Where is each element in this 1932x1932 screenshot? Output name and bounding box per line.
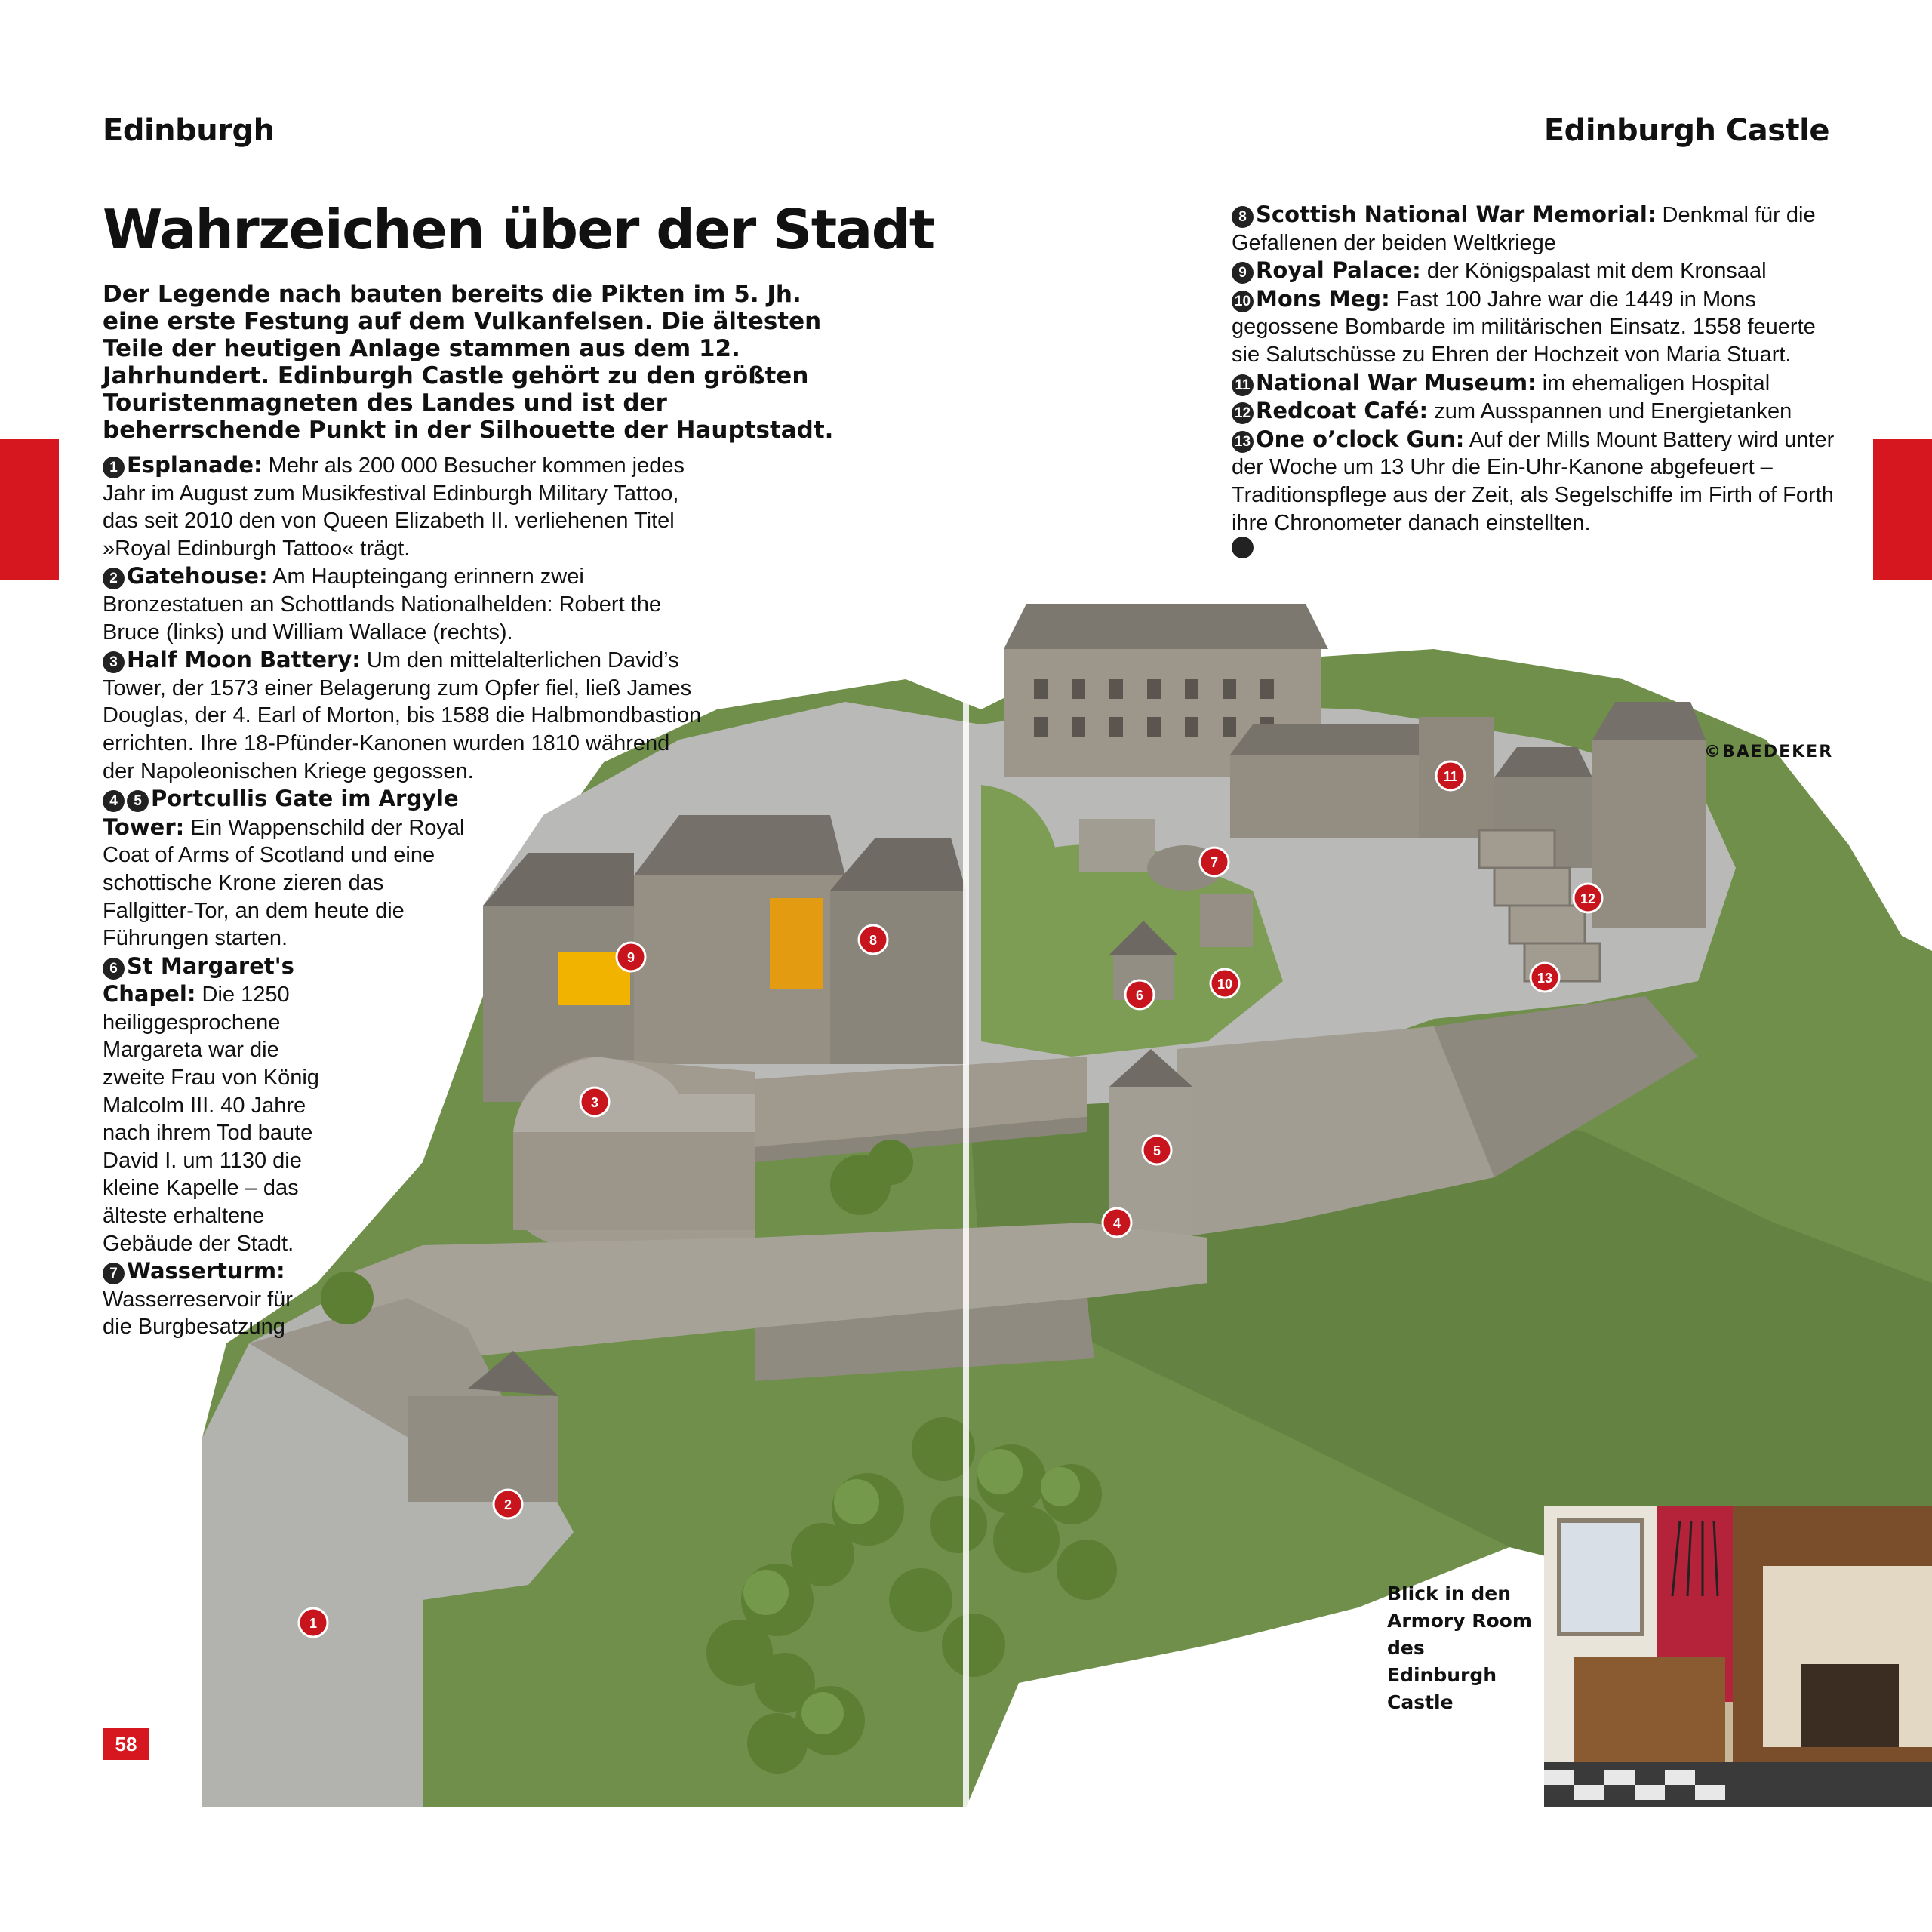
legend-label: Scottish National War Memorial: [1256,202,1657,227]
legend-text: Ein Wappenschild der Royal Coat of Arms of Scotland und eine schottische Krone zieren das Fallgitter-Tor, an dem heute die Führungen starten. [103,815,465,951]
marker-6 [1125,980,1154,1009]
svg-text:6: 6 [1135,988,1144,1003]
svg-text:12: 12 [1580,891,1596,906]
legend-label: Royal Palace: [1256,257,1421,284]
armory-room-photo [1544,1506,1932,1807]
legend-label: Mons Meg: [1256,285,1390,312]
marker-5 [1143,1136,1171,1164]
marker-2 [494,1490,522,1518]
svg-text:2: 2 [503,1497,512,1512]
intro-paragraph: Der Legende nach bauten bereits die Pikten im 5. Jh. eine erste Festung auf dem Vulkanfelsen. Die ältesten Teile der heutigen Anlage stammen aus dem 12. Jahrhundert. Edinburgh Castle gehört zu den größten Touristenmagneten des Landes und ist der beherrschende Punkt in der Silhouette der Hauptstadt. [103,281,834,444]
legend-text: Fast 100 Jahre war die 1449 in Mons gegossene Bombarde im militärischen Einsatz. 1558 feuerte sie Salutschüsse zu Ehren der Hochzeit von Maria Stuart. [1232,287,1816,367]
legend-number: 8 [1232,206,1254,228]
legend-text: der Königspalast mit dem Kronsaal [1426,259,1767,284]
page-number: 58 [103,1728,149,1760]
legend-item [1232,285,1835,369]
legend-text: zum Ausspannen und Energietanken [1434,399,1792,424]
marker-13 [1531,963,1559,992]
legend-item [103,562,706,646]
legend-label: National War Museum: [1256,369,1537,395]
legend-number: 10 [1232,291,1254,312]
svg-text:5: 5 [1152,1143,1161,1158]
legend-item [103,646,706,785]
marker-4 [1103,1208,1131,1237]
legend-number: 1 [103,457,125,478]
legend-item [103,785,472,952]
marker-8 [859,925,888,954]
legend-item [1232,369,1835,398]
marker-10 [1211,969,1239,998]
legend-right [1232,201,1835,567]
legend-item [103,451,706,562]
legend-label: Redcoat Café: [1256,398,1429,424]
svg-text:7: 7 [1210,855,1219,870]
legend-label: One o’clock Gun: [1256,426,1465,452]
legend-left [103,451,706,1341]
legend-label: Esplanade: [127,452,263,478]
legend-label: St Margaret's Chapel: [103,952,294,1008]
legend-item [103,1257,299,1341]
svg-text:4: 4 [1112,1216,1121,1231]
legend-text: Am Haupteingang erinnern zwei Bronzestatuen an Schottlands Nationalhelden: Robert the Bruce (links) und William Wallace (rechts). [103,565,661,645]
legend-label: Gatehouse: [127,563,268,589]
legend-text: Um den mittelalterlichen David’s Tower, der 1573 einer Belagerung zum Opfer fiel, ließ James Douglas, der 4. Earl of Morton, bis 1588 die Halbmondbastion errichten. Ihre 18-Pfünder-Kanonen wurden 1810 während der Napoleonischen Kriege gegossen. [103,648,702,783]
legend-number: 9 [1232,262,1254,284]
legend-number: 7 [103,1263,125,1284]
legend-item [103,952,321,1258]
legend-number [1232,537,1254,558]
legend-number: 5 [127,790,149,812]
legend-text: Die 1250 heiliggesprochene Margareta war die zweite Frau von König Malcolm III. 40 Jahre nach ihrem Tod baute David I. um 1130 die kleine Kapelle – das älteste erhaltene Gebäude der Stadt. [103,983,319,1256]
legend-number: 3 [103,651,125,673]
svg-text:10: 10 [1217,977,1233,992]
legend-item [1232,537,1835,567]
marker-1 [299,1608,328,1637]
legend-item [1232,201,1835,257]
marker-11 [1436,761,1465,790]
legend-label: Wasserturm: [127,1258,285,1284]
svg-text:13: 13 [1537,971,1553,986]
svg-text:1: 1 [309,1616,318,1631]
legend-number: 11 [1232,374,1254,396]
legend-number: 13 [1232,431,1254,453]
legend-text: Auf der Mills Mount Battery wird unter der Woche um 13 Uhr die Ein-Uhr-Kanone abgefeuert – Traditionspflege aus der Zeit, als Segelschiffe im Firth of Forth ihre Chronometer danach einstellten. [1232,427,1835,535]
legend-item [1232,426,1835,537]
legend-text: Denkmal für die Gefallenen der beiden Weltkriege [1232,203,1816,255]
legend-text: im ehemaligen Hospital [1542,371,1770,395]
legend-number: 12 [1232,402,1254,424]
legend-item [1232,397,1835,426]
legend-label: Half Moon Battery: [127,647,361,673]
svg-text:11: 11 [1443,769,1458,784]
svg-text:8: 8 [869,933,878,948]
running-header-left: Edinburgh [103,113,275,148]
legend-number: 2 [103,568,125,589]
marker-12 [1574,884,1602,912]
marker-7 [1200,848,1229,876]
photo-caption: Blick in den Armory Room des Edinburgh Castle [1387,1583,1532,1713]
legend-number: 4 [103,790,125,812]
legend-number: 6 [103,958,125,980]
running-header-right: Edinburgh Castle [1543,113,1829,148]
page-title: Wahrzeichen über der Stadt [103,198,934,261]
legend-text: Mehr als 200 000 Besucher kommen jedes Jahr im August zum Musikfestival Edinburgh Military Tattoo, das seit 2010 den von Queen Elizabeth II. verliehenen Titel »Royal Edinburgh Tattoo« trägt. [103,454,685,561]
svg-text:3: 3 [590,1095,599,1110]
legend-label: Portcullis Gate im Argyle Tower: [103,786,459,840]
image-credit: ©BAEDEKER [1704,743,1834,761]
legend-text: Wasserreservoir für die Burgbesatzung [103,1287,293,1340]
legend-item [1232,257,1835,285]
svg-text:9: 9 [626,950,635,965]
